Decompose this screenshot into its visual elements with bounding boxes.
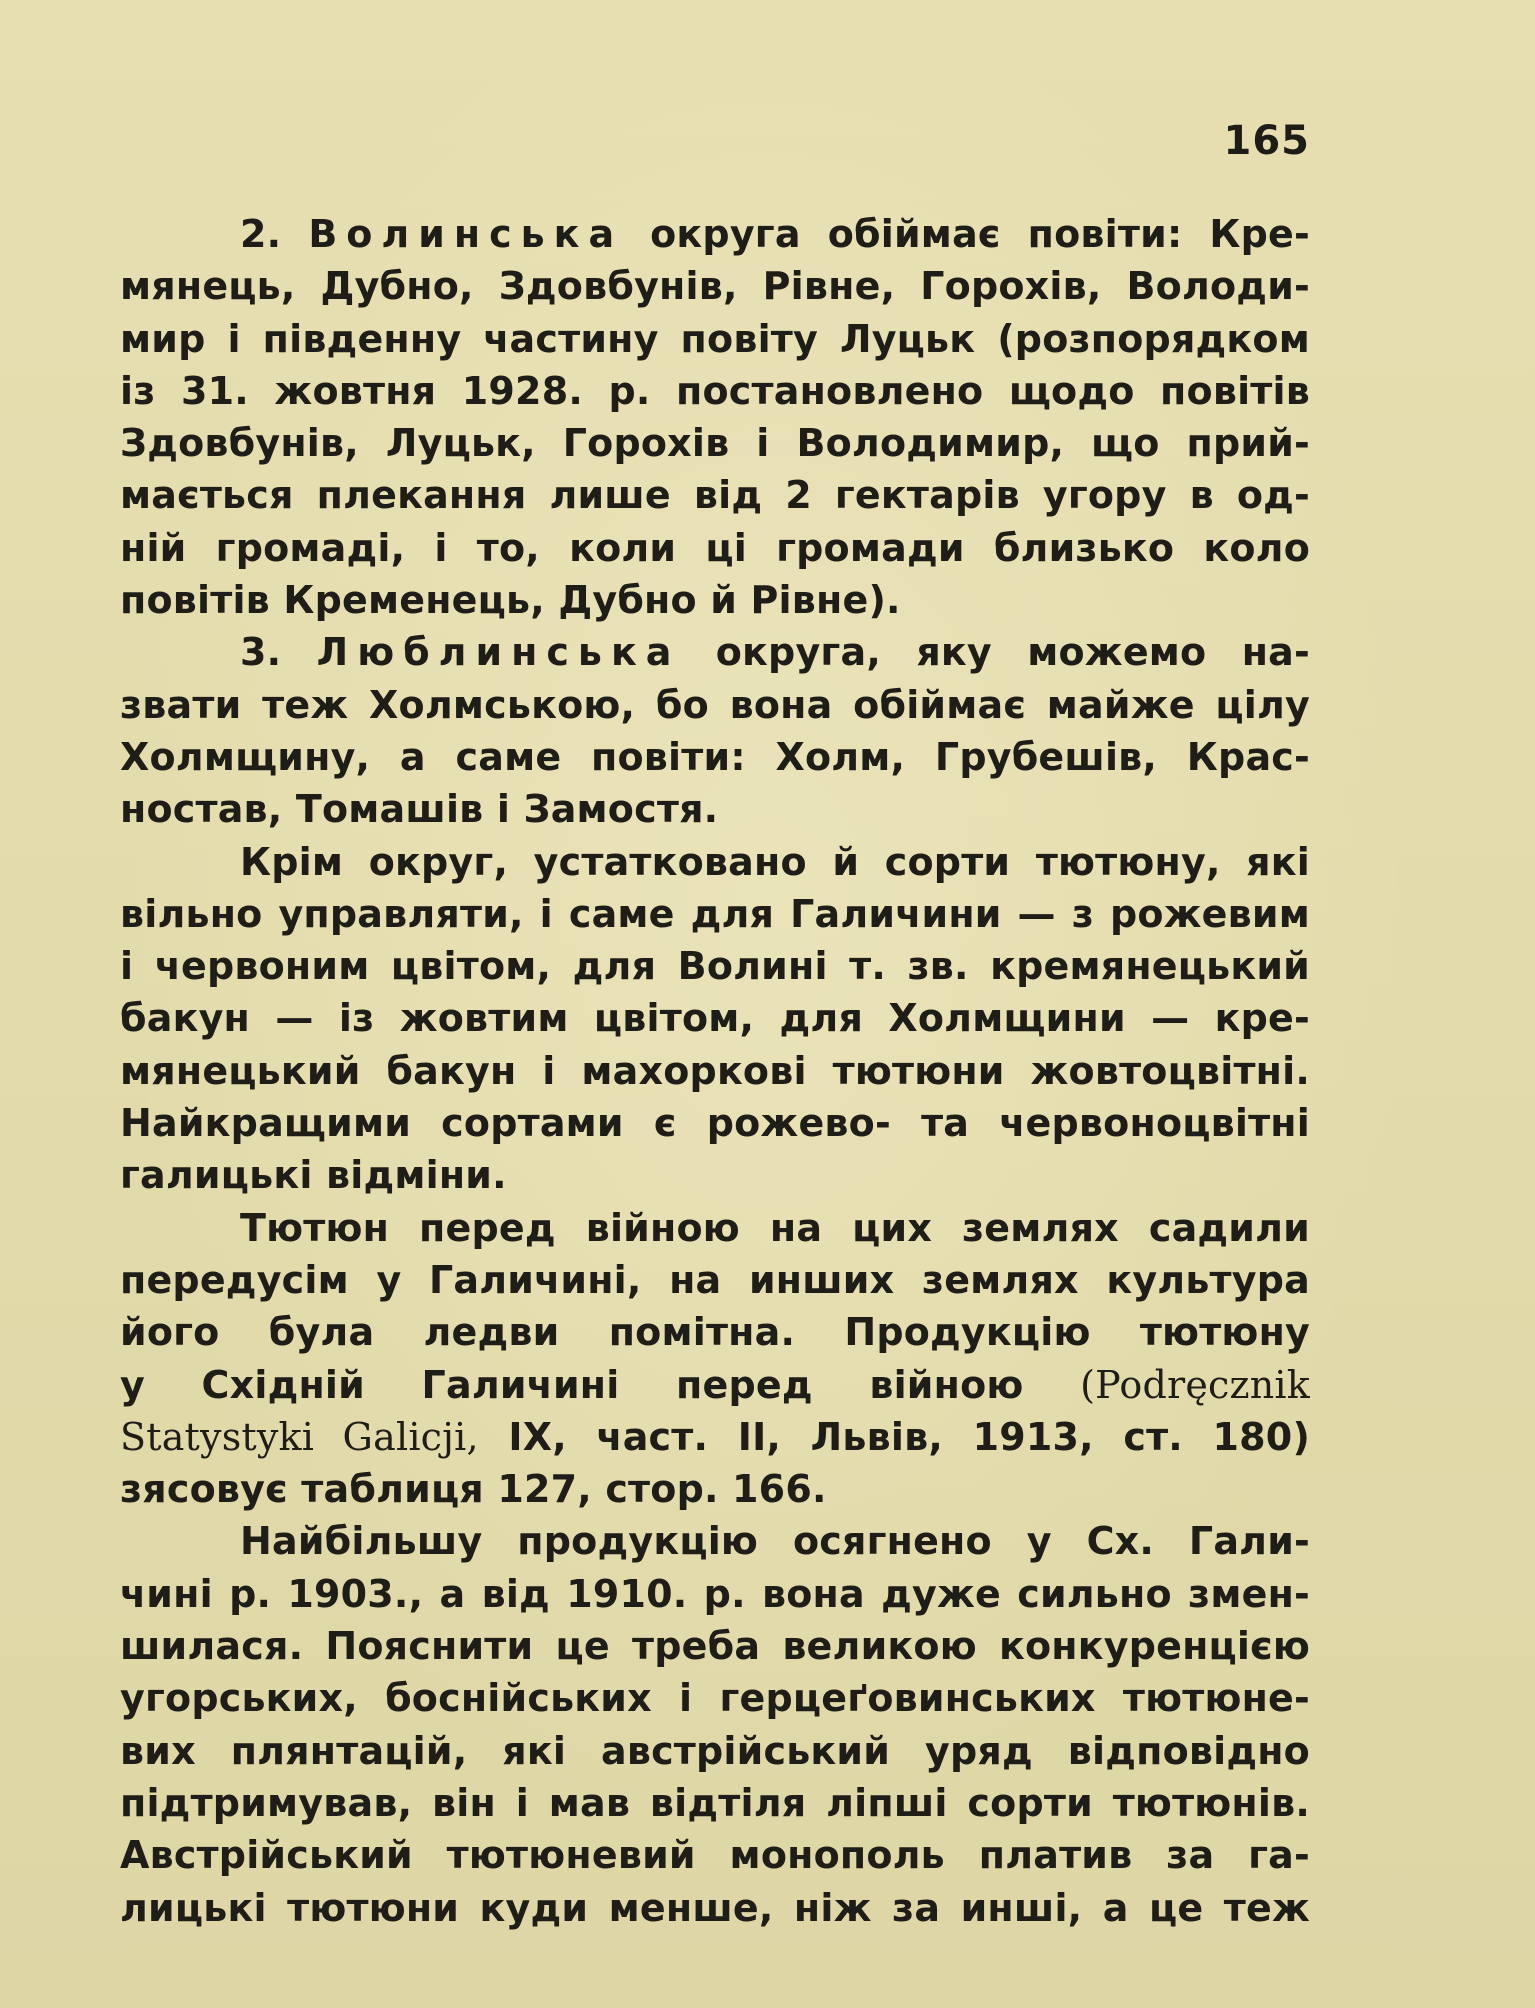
text-line [120,731,1310,783]
text-segment: мянецький бакун і махоркові тютюни жовтоцвітні. [120,1048,1310,1093]
text-segment: мається плекання лише від 2 гектарів угору в од- [120,473,1310,518]
text-line [120,365,1310,417]
text-line [120,1515,1310,1567]
text-line [120,1202,1310,1254]
text-line [120,1672,1310,1724]
text-line [120,940,1310,992]
text-line [120,1777,1310,1829]
text-segment: Люблинська [316,630,681,675]
text-line [120,1045,1310,1097]
text-line [120,836,1310,888]
text-line [120,1306,1310,1358]
text-segment: шилася. Пояснити це треба великою конкуренцією [120,1624,1310,1669]
text-segment: його була ледви помітна. Продукцію тютюну [120,1310,1310,1355]
text-line [120,783,1310,835]
text-line [120,1359,1310,1411]
text-segment: округа обіймає повіти: Кре- [623,212,1310,256]
text-line [120,888,1310,940]
text-line [120,1620,1310,1672]
text-segment: 3. [240,630,317,675]
text-segment: і червоним цвітом, для Волині т. зв. кремянецький [120,944,1310,989]
text-segment: Крім округ, устатковано й сорти тютюну, які [240,839,1310,884]
text-segment: угорських, боснійських і герцеґовинських тютюне- [120,1676,1310,1721]
text-segment: Найкращими сортами є рожево- та червоноцвітні [120,1101,1310,1146]
text-line [120,1829,1310,1881]
text-segment: звати теж Холмською, бо вона обіймає майже цілу [120,682,1310,727]
text-segment: Волинська [308,212,624,256]
text-line [120,313,1310,365]
text-segment: ній громаді, і то, коли ці громади близько коло [120,525,1310,570]
text-line [120,1097,1310,1149]
text-segment: лицькі тютюни куди менше, ніж за инші, а це теж [120,1885,1310,1930]
text-segment: із 31. жовтня 1928. р. постановлено щодо повітів [120,368,1310,413]
text-segment: підтримував, він і мав відтіля ліпші сорти тютюнів. [120,1780,1310,1825]
text-segment: мянець, Дубно, Здовбунів, Рівне, Горохів, Володи- [120,264,1310,309]
text-line [120,260,1310,312]
text-segment: Statystyki Galicji, [120,1414,479,1459]
text-segment: округа, яку можемо на- [680,630,1310,675]
text-segment: Австрійський тютюневий монополь платив за га- [120,1833,1310,1878]
text-line [120,1411,1310,1463]
text-segment: вих плянтацій, які австрійський уряд відповідно [120,1728,1310,1773]
text-line [120,679,1310,731]
text-segment: Холмщину, а саме повіти: Холм, Грубешів, Крас- [120,734,1310,779]
text-segment: Найбільшу продукцію осягнено у Сх. Гали- [240,1519,1310,1564]
text-segment: бакун — із жовтим цвітом, для Холмщини — кре- [120,996,1310,1041]
text-segment: у Східній Галичині перед війною [120,1362,1081,1407]
text-line [120,469,1310,521]
text-segment: IX, част. II, Львів, 1913, ст. 180) [478,1414,1310,1459]
text-segment: мир і південну частину повіту Луцьк (розпорядком [120,316,1310,361]
text-line [120,992,1310,1044]
text-segment: Тютюн перед війною на цих землях садили [240,1205,1310,1250]
text-line [120,1568,1310,1620]
text-segment: 2. [240,212,309,256]
text-segment: Здовбунів, Луцьк, Горохів і Володимир, що прий- [120,421,1310,466]
body-text [120,208,1310,1934]
text-segment: зясовує таблиця 127, стор. 166. [120,1467,827,1512]
text-line [120,1882,1310,1934]
text-line [120,574,1310,626]
text-line [120,1463,1310,1515]
text-line [120,1149,1310,1201]
text-line [120,417,1310,469]
text-segment: ностав, Томашів і Замостя. [120,787,719,832]
text-segment: повітів Кременець, Дубно й Рівне). [120,578,901,623]
text-segment: чині р. 1903., а від 1910. р. вона дуже сильно змен- [120,1571,1310,1616]
text-line [120,522,1310,574]
text-segment: (Podręcznik [1080,1362,1310,1407]
text-line [120,208,1310,260]
text-line [120,1725,1310,1777]
text-segment: галицькі відміни. [120,1153,507,1198]
text-line [120,626,1310,678]
page-number: 165 [1223,118,1310,164]
text-segment: передусім у Галичині, на инших землях культура [120,1257,1310,1302]
text-segment: вільно управляти, і саме для Галичини — з рожевим [120,891,1310,936]
text-line [120,1254,1310,1306]
